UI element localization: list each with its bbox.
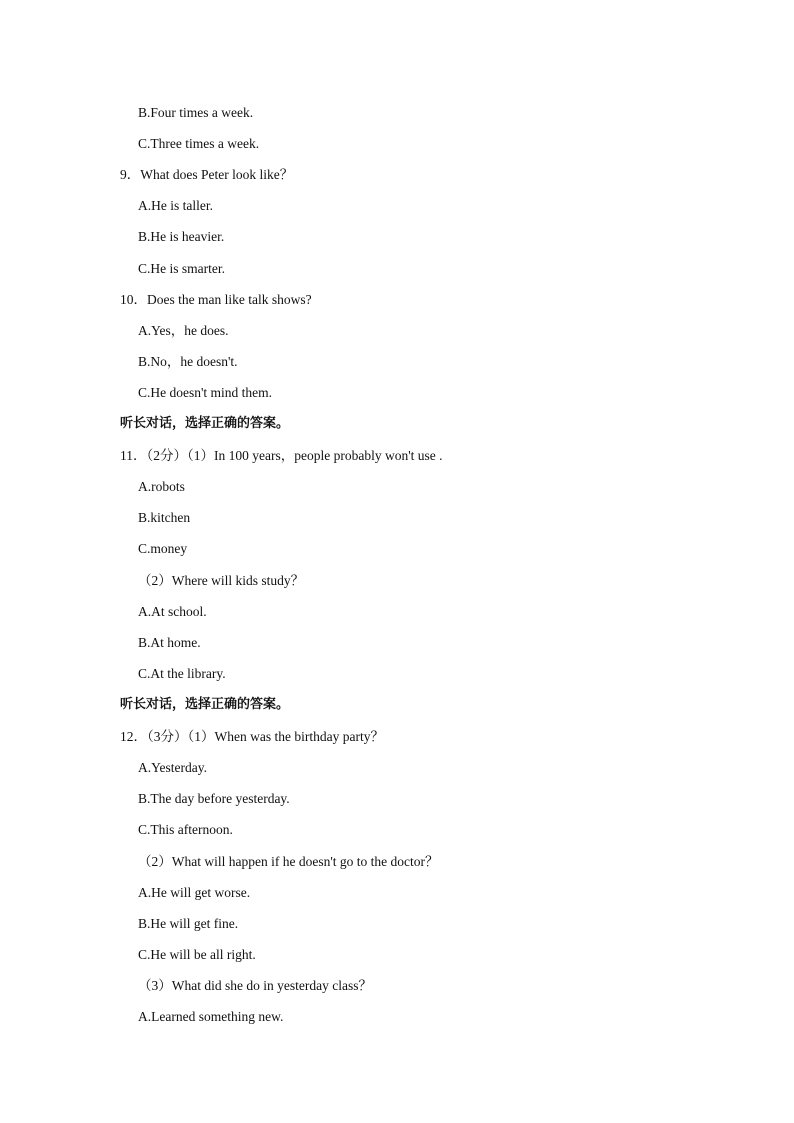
section-heading: 听长对话，选择正确的答案。 — [120, 697, 290, 712]
option-line: B.He is heavier. — [138, 229, 225, 244]
option-line: A.Learned something new. — [138, 1009, 284, 1024]
sub-question-line: （3）What did she do in yesterday class？ — [138, 978, 372, 993]
option-line: C.He doesn't mind them. — [138, 385, 273, 400]
option-line: B.The day before yesterday. — [138, 791, 290, 806]
option-line: A.Yes，he does. — [138, 323, 229, 338]
option-line: C.This afternoon. — [138, 822, 233, 837]
question-line: 9．What does Peter look like？ — [120, 167, 294, 182]
option-line: C.He will be all right. — [138, 947, 256, 962]
question-line: 10．Does the man like talk shows? — [120, 292, 312, 307]
option-line: A.Yesterday. — [138, 760, 207, 775]
option-line: C.Three times a week. — [138, 136, 260, 151]
question-line: 11．（2分）（1）In 100 years，people probably won't use . — [120, 448, 443, 463]
sub-question-line: （2）What will happen if he doesn't go to the doctor？ — [138, 854, 439, 869]
option-line: A.He will get worse. — [138, 885, 251, 900]
option-line: C.money — [138, 541, 188, 556]
option-line: B.He will get fine. — [138, 916, 239, 931]
option-line: B.At home. — [138, 635, 201, 650]
section-heading: 听长对话，选择正确的答案。 — [120, 416, 290, 431]
option-line: B.No，he doesn't. — [138, 354, 238, 369]
option-line: C.At the library. — [138, 666, 226, 681]
question-line: 12．（3分）（1）When was the birthday party？ — [120, 729, 384, 744]
option-line: A.He is taller. — [138, 198, 213, 213]
option-line: A.robots — [138, 479, 185, 494]
sub-question-line: （2）Where will kids study？ — [138, 573, 305, 588]
option-line: B.kitchen — [138, 510, 191, 525]
option-line: A.At school. — [138, 604, 207, 619]
option-line: C.He is smarter. — [138, 261, 225, 276]
option-line: B.Four times a week. — [138, 105, 254, 120]
